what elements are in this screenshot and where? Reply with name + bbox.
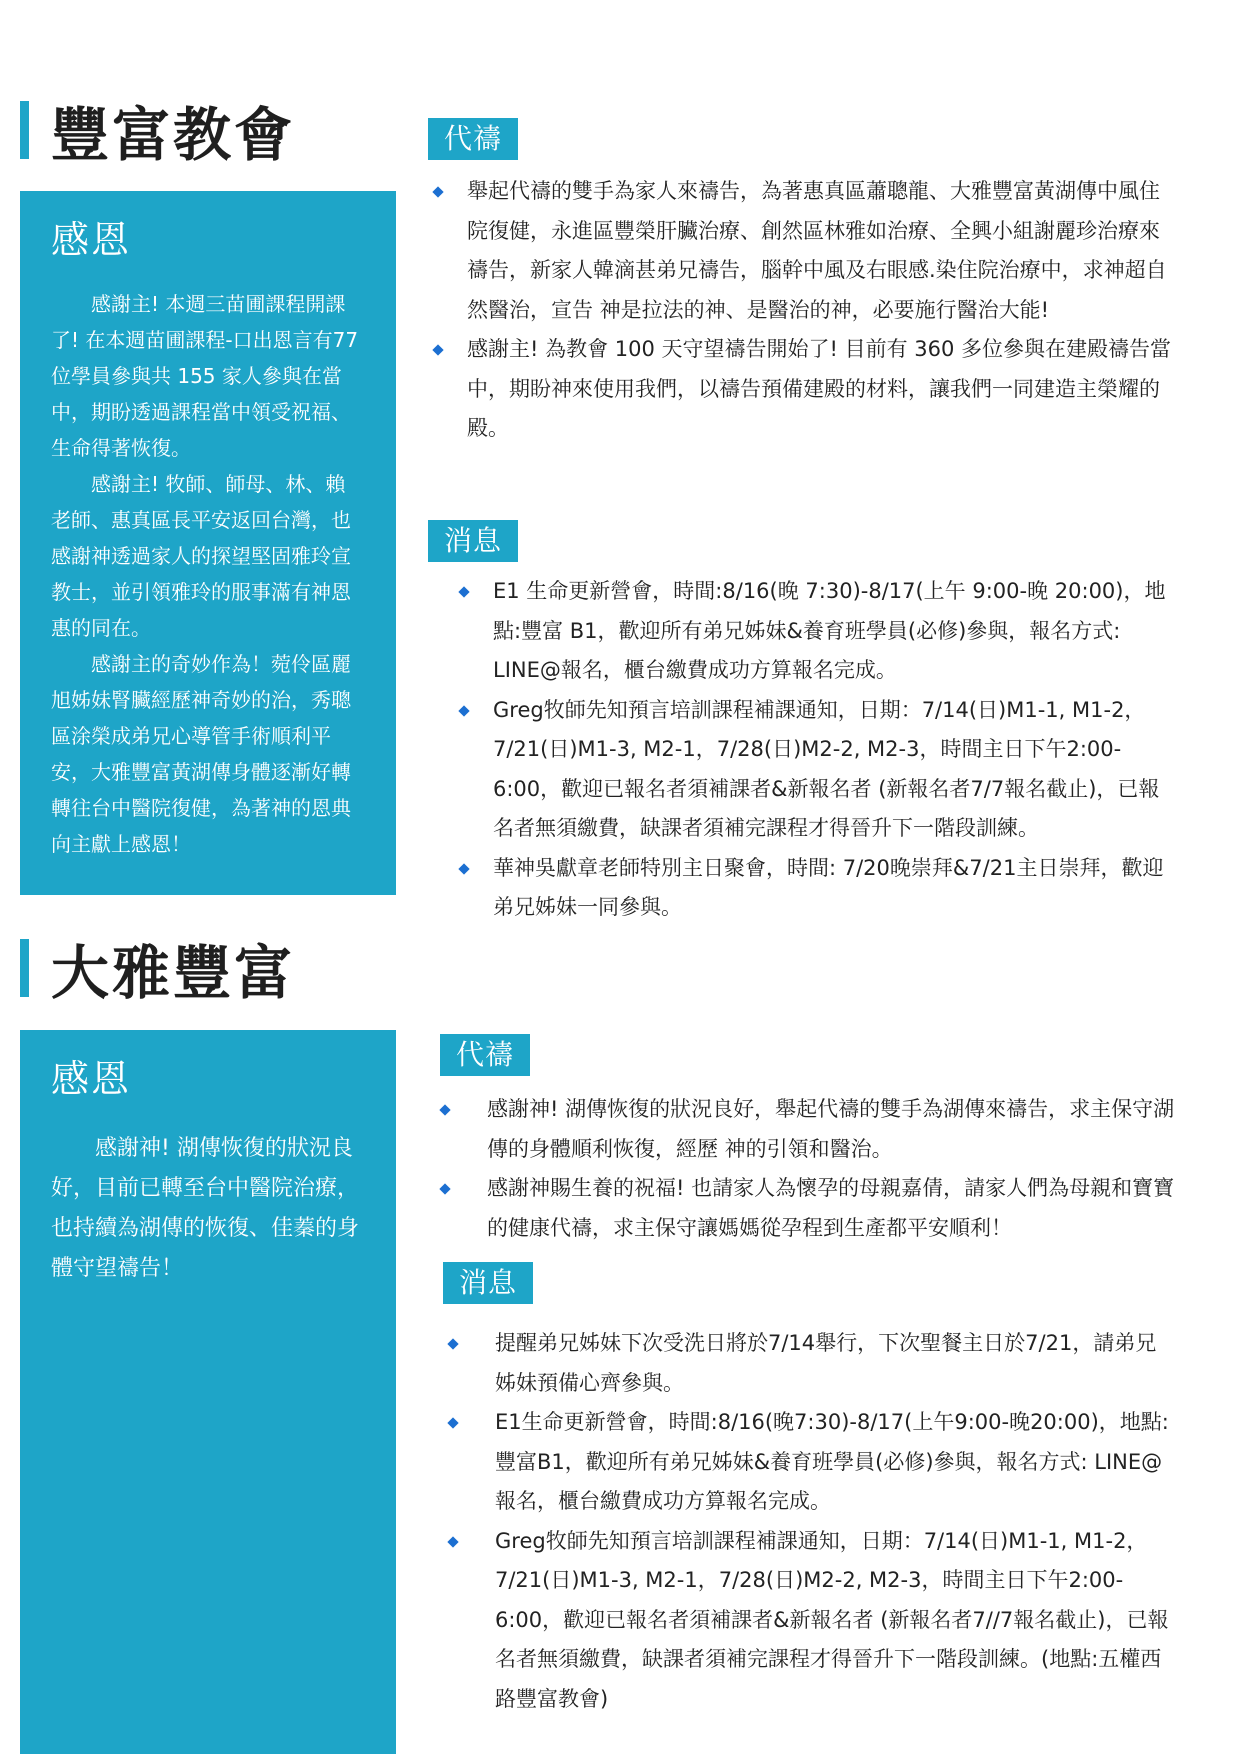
church2-gratitude-heading: 感恩 (51, 1057, 132, 1101)
list-item: 感謝神! 湖傳恢復的狀況良好，舉起代禱的雙手為湖傳來禱告，求主保守湖傳的身體順利恢復，經歷 神的引領和醫治。 (487, 1090, 1177, 1169)
church1-gratitude-panel (20, 191, 396, 895)
church1-title: 豐富教會 (51, 101, 296, 169)
diamond-bullet-icon (458, 863, 469, 874)
diamond-bullet-icon (447, 1338, 458, 1349)
diamond-bullet-icon (458, 586, 469, 597)
church1-news-list (493, 572, 1175, 928)
church1-gratitude-paragraph: 感謝主的奇妙作為！菀伶區麗旭姊妹腎臟經歷神奇妙的治，秀聰區涂榮成弟兄心導管手術順利平安，大雅豐富黃湖傳身體逐漸好轉轉往台中醫院復健，為著神的恩典向主獻上感恩！ (51, 652, 351, 856)
church2-gratitude-panel (20, 1030, 396, 1754)
title-accent-bar (20, 101, 29, 159)
list-item: 感謝神賜生養的祝福! 也請家人為懷孕的母親嘉倩，請家人們為母親和寶寶的健康代禱，求主保守讓媽媽從孕程到生產都平安順利！ (487, 1169, 1177, 1248)
diamond-bullet-icon (458, 705, 469, 716)
diamond-bullet-icon (447, 1417, 458, 1428)
list-item: Greg牧師先知預言培訓課程補課通知，日期：7/14(日)M1-1, M1-2，7/21(日)M1-3, M2-1，7/28(日)M2-2, M2-3，時間主日下午2:00-6:00，歡迎已報名者須補課者&新報名者 (新報名者7/7報名截止)，已報名者無須繳費，缺課者須補完課程才得晉升下一階段訓練。 (493, 691, 1175, 849)
list-item: 華神吳獻章老師特別主日聚會，時間: 7/20晚崇拜&7/21主日崇拜，歡迎弟兄姊妹一同參與。 (493, 849, 1175, 928)
church2-prayer-list (487, 1090, 1177, 1248)
church1-gratitude-heading: 感恩 (51, 218, 132, 262)
list-item: Greg牧師先知預言培訓課程補課通知，日期：7/14(日)M1-1, M1-2，7/21(日)M1-3, M2-1，7/28(日)M2-2, M2-3，時間主日下午2:00-6:00，歡迎已報名者須補課者&新報名者 (新報名者7//7報名截止)，已報名者無須繳費，缺課者須補完課程才得晉升下一階段訓練。(地點:五權西路豐富教會) (495, 1522, 1175, 1720)
diamond-bullet-icon (432, 344, 443, 355)
diamond-bullet-icon (439, 1104, 450, 1115)
list-item: 提醒弟兄姊妹下次受洗日將於7/14舉行，下次聖餐主日於7/21，請弟兄姊妹預備心齊參與。 (495, 1324, 1175, 1403)
church2-gratitude-paragraph: 感謝神! 湖傳恢復的狀況良好，目前已轉至台中醫院治療，也持續為湖傳的恢復、佳蓁的身體守望禱告！ (51, 1136, 360, 1281)
church1-gratitude-paragraph: 感謝主! 本週三苗圃課程開課了! 在本週苗圃課程-口出恩言有77 位學員參與共 155 家人參與在當中，期盼透過課程當中領受祝福、生命得著恢復。 (51, 292, 359, 460)
list-item: 舉起代禱的雙手為家人來禱告，為著惠真區蕭聰龍、大雅豐富黃湖傳中風住院復健，永進區豐榮肝臟治療、創然區林雅如治療、全興小組謝麗珍治療來禱告，新家人韓滴甚弟兄禱告，腦幹中風及右眼感.染住院治療中，求神超自然醫治，宣告 神是拉法的神、是醫治的神，必要施行醫治大能! (467, 172, 1179, 330)
list-item: E1生命更新營會，時間:8/16(晚7:30)-8/17(上午9:00-晚20:00)，地點:豐富B1，歡迎所有弟兄姊妹&養育班學員(必修)參與，報名方式: LINE@報名，櫃台繳費成功方算報名完成。 (495, 1403, 1175, 1522)
church1-gratitude-paragraph: 感謝主! 牧師、師母、林、賴老師、惠真區長平安返回台灣，也感謝神透過家人的探望堅固雅玲宣教士，並引領雅玲的服事滿有神恩惠的同在。 (51, 472, 351, 640)
church1-news-label: 消息 (428, 520, 518, 562)
church1-prayer-list (467, 172, 1179, 449)
section-title-church1 (20, 98, 296, 169)
church2-news-list (495, 1324, 1175, 1719)
title-accent-bar (20, 939, 29, 997)
church1-prayer-label: 代禱 (428, 118, 518, 160)
diamond-bullet-icon (432, 186, 443, 197)
section-title-church2 (20, 936, 296, 1007)
church2-title: 大雅豐富 (51, 939, 296, 1007)
diamond-bullet-icon (447, 1536, 458, 1547)
church2-prayer-label: 代禱 (440, 1034, 530, 1076)
list-item: E1 生命更新營會，時間:8/16(晚 7:30)-8/17(上午 9:00-晚 20:00)，地點:豐富 B1，歡迎所有弟兄姊妹&養育班學員(必修)參與，報名方式: LINE@報名，櫃台繳費成功方算報名完成。 (493, 572, 1175, 691)
diamond-bullet-icon (439, 1183, 450, 1194)
church2-news-label: 消息 (443, 1262, 533, 1304)
list-item: 感謝主! 為教會 100 天守望禱告開始了! 目前有 360 多位參與在建殿禱告當中，期盼神來使用我們，以禱告預備建殿的材料，讓我們一同建造主榮耀的殿。 (467, 330, 1179, 449)
